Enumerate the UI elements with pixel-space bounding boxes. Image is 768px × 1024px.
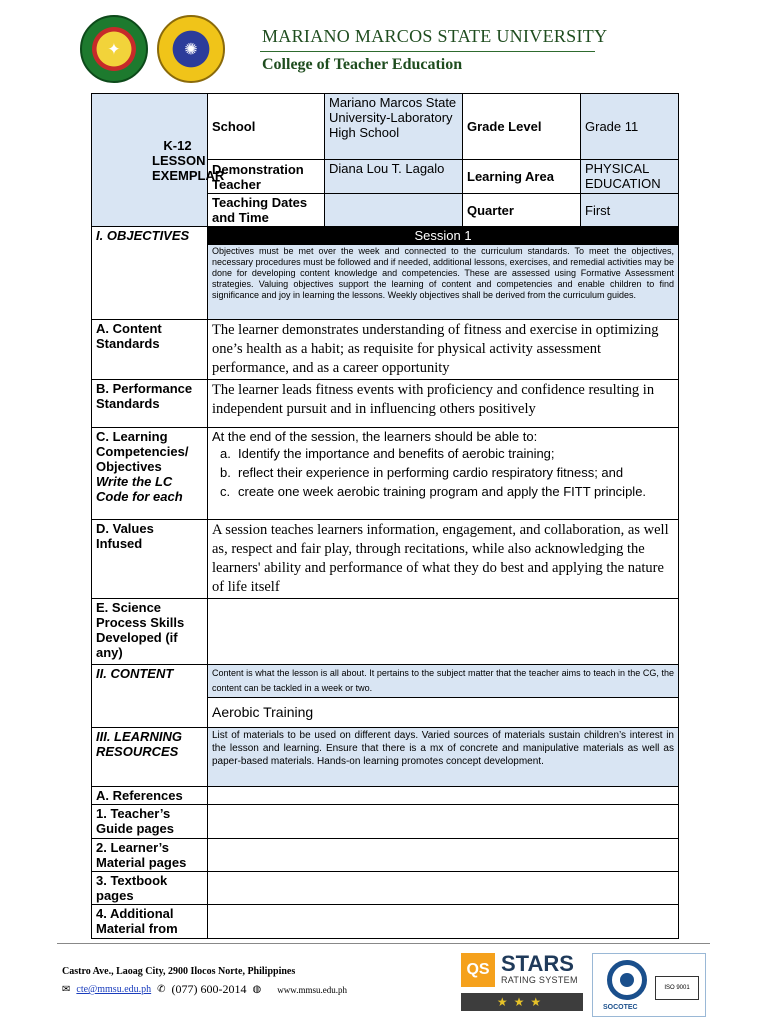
teachers-guide-value bbox=[208, 805, 679, 839]
table-row bbox=[92, 665, 679, 698]
objectives-note: Objectives must be met over the week and connected to the curriculum standards. To meet the objectives, necessary procedures must be followed and if needed, additional lessons, exercises, and remedial activities may be done for developing content knowledge and competencies. These are assessed using Formative Assessment strategies. Valuing objectives support the learning of content and competencies and enable children to find significance and joy in learning the lessons. Weekly objectives shall be derived from the curriculum guides. bbox=[208, 245, 679, 320]
table-row bbox=[92, 805, 679, 839]
website-link[interactable]: www.mmsu.edu.ph bbox=[277, 984, 347, 995]
content-topic: Aerobic Training bbox=[208, 698, 679, 728]
teacher-value: Diana Lou T. Lagalo bbox=[325, 160, 463, 194]
additional-material-value bbox=[208, 905, 679, 939]
science-skills-text bbox=[208, 599, 679, 665]
content-label: II. CONTENT bbox=[92, 665, 208, 728]
footer-divider bbox=[57, 943, 710, 944]
qs-stars-badge bbox=[461, 953, 583, 1013]
mmsu-seal-icon: ✦ bbox=[107, 39, 121, 59]
teachers-guide-label: 1. Teacher’s Guide pages bbox=[92, 805, 208, 839]
quarter-value: First bbox=[581, 194, 679, 227]
lesson-exemplar-table bbox=[91, 93, 679, 939]
references-label: A. References bbox=[92, 787, 208, 805]
email-icon: ✉ bbox=[62, 984, 71, 995]
qs-star-row: ★★★ bbox=[461, 993, 583, 1011]
table-row bbox=[92, 94, 679, 160]
table-row bbox=[92, 599, 679, 665]
table-row bbox=[92, 227, 679, 245]
content-note: Content is what the lesson is all about. It pertains to the subject matter that the teacher aims to teach in the CG, the content can be tackled in a week or two. bbox=[208, 665, 679, 698]
teacher-label: Demonstration Teacher bbox=[208, 160, 325, 194]
exemplar-title: K-12 LESSON EXEMPLAR bbox=[92, 94, 208, 227]
table-row bbox=[92, 872, 679, 905]
university-name: MARIANO MARCOS STATE UNIVERSITY bbox=[262, 26, 608, 46]
textbook-label: 3. Textbook pages bbox=[92, 872, 208, 905]
resources-note: List of materials to be used on different days. Varied sources of materials sustain children’s interest in the lesson and learning. Ensure that there is a mx of concrete and manipulative materials as well as paper-based materials. Hands-on learning promotes concept development. bbox=[208, 728, 679, 787]
phone-number: (077) 600-2014 bbox=[171, 982, 247, 996]
additional-material-label: 4. Additional Material from bbox=[92, 905, 208, 939]
footer-address: Castro Ave., Laoag City, 2900 Ilocos Norte, Philippines bbox=[62, 966, 296, 977]
college-seal-icon: ✺ bbox=[184, 39, 198, 59]
content-standards-label: A. Content Standards bbox=[92, 320, 208, 380]
college-name: College of Teacher Education bbox=[262, 56, 463, 73]
table-row bbox=[92, 380, 679, 428]
socotec-logo-icon bbox=[607, 960, 647, 1000]
learning-area-label: Learning Area bbox=[463, 160, 581, 194]
college-logo bbox=[157, 15, 225, 83]
socotec-name: SOCOTEC bbox=[603, 1004, 638, 1011]
values-label: D. Values Infused bbox=[92, 520, 208, 599]
values-text: A session teaches learners information, engagement, and collaboration, as well as, respect and fair play, through recitations, while also acknowledging the learners' ability and performance of what they do best and applying the nature of life itself bbox=[208, 520, 679, 599]
header-divider bbox=[260, 51, 595, 52]
resources-label: III. LEARNING RESOURCES bbox=[92, 728, 208, 787]
session-header: Session 1 bbox=[208, 227, 679, 245]
grade-level-label: Grade Level bbox=[463, 94, 581, 160]
grade-level-value: Grade 11 bbox=[581, 94, 679, 160]
school-value: Mariano Marcos State University-Laboratory High School bbox=[325, 94, 463, 160]
competencies-label: C. Learning Competencies/ Objectives Write the LC Code for each bbox=[92, 428, 208, 520]
list-item: a. Identify the importance and benefits of aerobic training; bbox=[220, 446, 555, 461]
school-label: School bbox=[208, 94, 325, 160]
mmsu-logo bbox=[80, 15, 148, 83]
table-row bbox=[92, 320, 679, 380]
references-value bbox=[208, 787, 679, 805]
learning-area-value: PHYSICAL EDUCATION bbox=[581, 160, 679, 194]
performance-standards-label: B. Performance Standards bbox=[92, 380, 208, 428]
competencies-list bbox=[212, 444, 674, 501]
science-skills-label: E. Science Process Skills Developed (if any) bbox=[92, 599, 208, 665]
table-row bbox=[92, 905, 679, 939]
dates-value bbox=[325, 194, 463, 227]
globe-icon: ◍ bbox=[252, 984, 262, 995]
learners-material-label: 2. Learner’s Material pages bbox=[92, 839, 208, 872]
qs-logo-icon: QS bbox=[461, 953, 495, 987]
table-row bbox=[92, 520, 679, 599]
dates-label: Teaching Dates and Time bbox=[208, 194, 325, 227]
qs-stars-title: STARS bbox=[501, 951, 574, 976]
quarter-label: Quarter bbox=[463, 194, 581, 227]
list-item: c. create one week aerobic training program and apply the FITT principle. bbox=[220, 484, 647, 499]
competencies-content bbox=[208, 428, 679, 520]
table-row bbox=[92, 787, 679, 805]
table-row bbox=[92, 428, 679, 520]
competencies-intro: At the end of the session, the learners should be able to: bbox=[212, 429, 538, 444]
iso-label: ISO 9001 bbox=[655, 976, 699, 1000]
content-standards-text: The learner demonstrates understanding of fitness and exercise in optimizing one’s health as a habit; as requisite for physical activity assessment performance, and as a career opportunity bbox=[208, 320, 679, 380]
footer-contacts bbox=[62, 982, 347, 997]
performance-standards-text: The learner leads fitness events with proficiency and confidence resulting in independent pursuit and in influencing others positively bbox=[208, 380, 679, 428]
table-row bbox=[92, 728, 679, 787]
objectives-label: I. OBJECTIVES bbox=[92, 227, 208, 320]
phone-icon: ✆ bbox=[157, 984, 166, 995]
list-item: b. reflect their experience in performing cardio respiratory fitness; and bbox=[220, 465, 624, 480]
learners-material-value bbox=[208, 839, 679, 872]
textbook-value bbox=[208, 872, 679, 905]
socotec-badge bbox=[592, 953, 706, 1017]
email-link[interactable]: cte@mmsu.edu.ph bbox=[76, 984, 152, 995]
qs-rating-text: RATING SYSTEM bbox=[501, 975, 578, 985]
table-row bbox=[92, 839, 679, 872]
